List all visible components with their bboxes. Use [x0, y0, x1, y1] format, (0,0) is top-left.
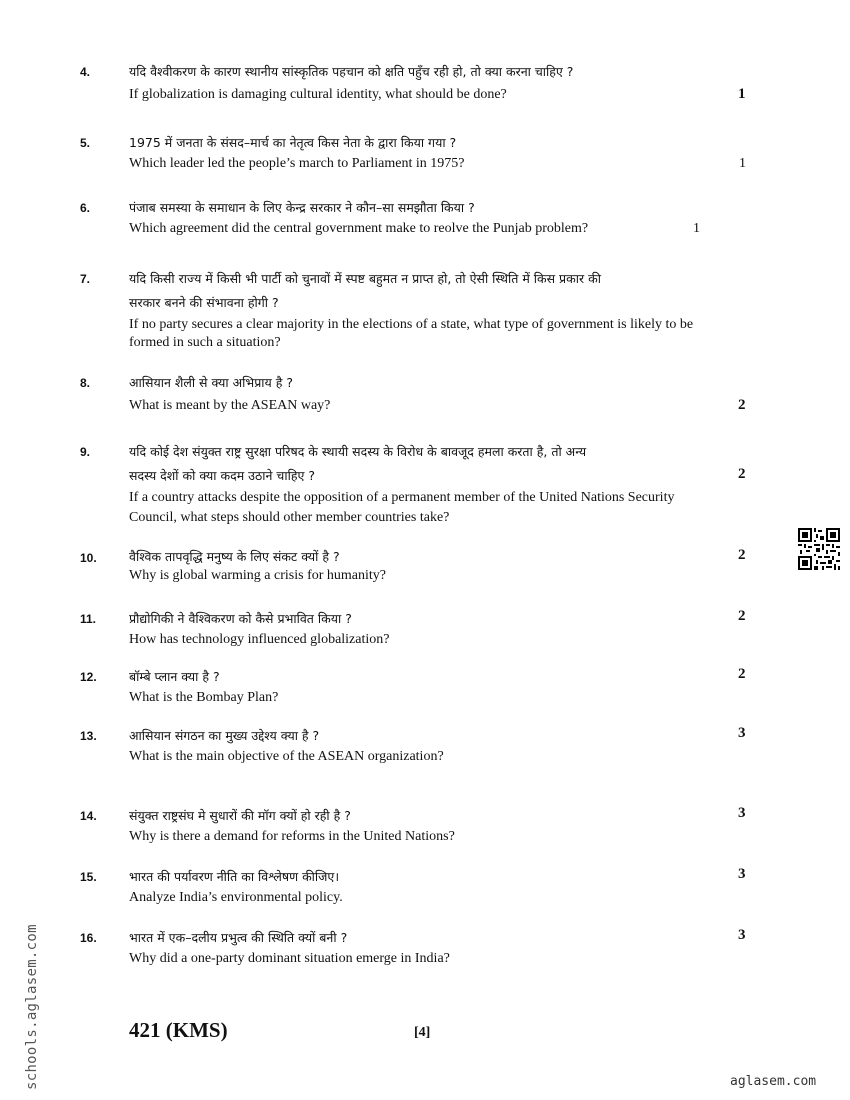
question-marks: 3: [738, 866, 746, 882]
question-hindi: आसियान शैली से क्या अभिप्राय है ?: [129, 375, 294, 390]
question-hindi: भारत में एक–दलीय प्रभुत्व की स्थिति क्यों बनी ?: [129, 930, 348, 945]
question-hindi: यदि किसी राज्य में किसी भी पार्टी को चुनावों में स्पष्ट बहुमत न प्राप्त हो, तो ऐसी स्थिति में किस प्रकार की: [129, 271, 601, 286]
question-number: 14.: [80, 809, 97, 823]
question-hindi: सदस्य देशों को क्या कदम उठाने चाहिए ?: [129, 468, 315, 483]
question-marks: 2: [738, 397, 746, 413]
question-number: 10.: [80, 551, 97, 565]
question-number: 8.: [80, 376, 91, 390]
question-english: Which leader led the people’s march to Parliament in 1975?: [129, 156, 465, 171]
bottom-watermark: aglasem.com: [730, 1074, 817, 1089]
question-english: How has technology influenced globalization?: [129, 632, 390, 647]
question-english: Analyze India’s environmental policy.: [129, 890, 343, 905]
question-number: 6.: [80, 201, 91, 215]
side-watermark: schools.aglasem.com: [24, 924, 40, 1090]
question-marks: 1: [738, 86, 746, 102]
page-number: [4]: [414, 1025, 431, 1040]
question-english: Why is global warming a crisis for humanity?: [129, 568, 386, 583]
question-number: 7.: [80, 272, 91, 286]
question-number: 16.: [80, 931, 97, 945]
question-marks: 2: [738, 666, 746, 682]
question-hindi: यदि वैश्वीकरण के कारण स्थानीय सांस्कृतिक पहचान को क्षति पहुँच रही हो, तो क्या करना चाहिए ?: [129, 64, 574, 79]
qr-code-icon: [798, 528, 840, 570]
question-hindi: संयुक्त राष्ट्रसंघ मे सुधारों की मॉग क्यों हो रही है ?: [129, 808, 351, 823]
question-number: 11.: [80, 612, 97, 626]
question-english: What is meant by the ASEAN way?: [129, 398, 331, 413]
question-marks: 1: [693, 221, 700, 236]
question-marks: 3: [738, 927, 746, 943]
question-english: formed in such a situation?: [129, 335, 281, 350]
question-english: What is the main objective of the ASEAN organization?: [129, 749, 444, 764]
question-hindi: सरकार बनने की संभावना होगी ?: [129, 295, 279, 310]
question-hindi: पंजाब समस्या के समाधान के लिए केन्द्र सरकार ने कौन–सा समझौता किया ?: [129, 200, 475, 215]
question-english: If no party secures a clear majority in the elections of a state, what type of government is likely to be: [129, 317, 694, 332]
question-hindi: आसियान संगठन का मुख्य उद्देश्य क्या है ?: [129, 728, 320, 743]
question-hindi: बॉम्बे प्लान क्या है ?: [129, 669, 220, 684]
question-english: Why did a one-party dominant situation emerge in India?: [129, 951, 450, 966]
question-marks: 1: [739, 156, 746, 171]
question-number: 12.: [80, 670, 97, 684]
question-number: 13.: [80, 729, 97, 743]
question-number: 4.: [80, 65, 91, 79]
paper-code: 421 (KMS): [129, 1018, 228, 1042]
question-marks: 2: [738, 608, 746, 624]
question-number: 5.: [80, 136, 91, 150]
question-english: Which agreement did the central government make to reolve the Punjab problem?: [129, 221, 589, 236]
question-english: Council, what steps should other member countries take?: [129, 510, 450, 525]
question-number: 15.: [80, 870, 97, 884]
question-marks: 2: [738, 547, 746, 563]
question-hindi: प्रौद्योगिकी ने वैश्विकरण को कैसे प्रभावित किया ?: [129, 611, 352, 626]
question-hindi: वैश्विक तापवृद्धि मनुष्य के लिए संकट क्यों है ?: [129, 549, 340, 564]
question-hindi: 1975 में जनता के संसद–मार्च का नेतृत्व किस नेता के द्वारा किया गया ?: [129, 135, 457, 150]
question-english: What is the Bombay Plan?: [129, 690, 279, 705]
question-hindi: यदि कोई देश संयुक्त राष्ट्र सुरक्षा परिषद के स्थायी सदस्य के विरोध के बावजूद हमला करता है, तो अन्य: [129, 444, 587, 459]
question-marks: 3: [738, 725, 746, 741]
question-english: If a country attacks despite the opposition of a permanent member of the United Nations Security: [129, 490, 675, 505]
question-marks: 2: [738, 466, 746, 482]
question-number: 9.: [80, 445, 91, 459]
question-english: Why is there a demand for reforms in the United Nations?: [129, 829, 455, 844]
question-hindi: भारत की पर्यावरण नीति का विश्लेषण कीजिए।: [129, 869, 340, 884]
question-english: If globalization is damaging cultural identity, what should be done?: [129, 87, 507, 102]
question-marks: 3: [738, 805, 746, 821]
